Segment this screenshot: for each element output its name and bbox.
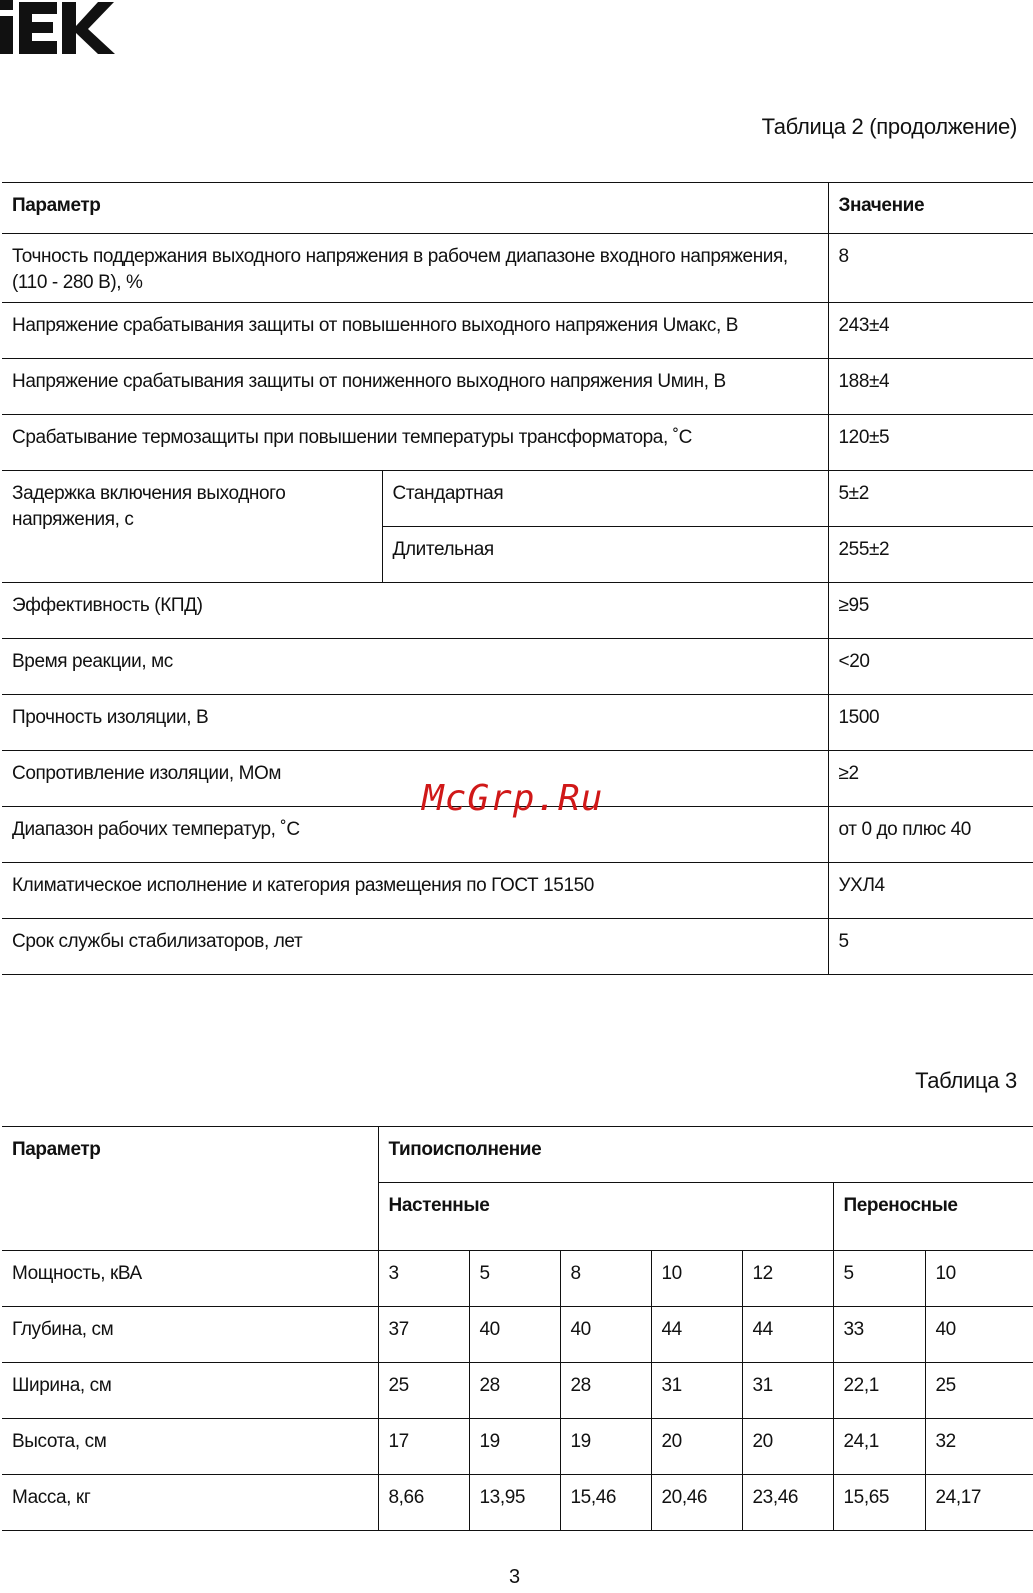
delay-sub-label: Стандартная bbox=[382, 471, 828, 527]
table-row bbox=[2, 583, 1033, 639]
table2 bbox=[2, 182, 1033, 975]
value-cell: 40 bbox=[469, 1307, 560, 1363]
table-row bbox=[2, 1251, 1033, 1307]
delay-sub-value: 255±2 bbox=[828, 527, 1033, 583]
value-cell: 40 bbox=[925, 1307, 1033, 1363]
table-row bbox=[2, 471, 1033, 527]
param-cell: Эффективность (КПД) bbox=[2, 583, 828, 639]
value-cell: 3 bbox=[378, 1251, 469, 1307]
value-cell: 37 bbox=[378, 1307, 469, 1363]
value-cell: 40 bbox=[560, 1307, 651, 1363]
param-cell: Сопротивление изоляции, МОм bbox=[2, 751, 828, 807]
value-cell: 13,95 bbox=[469, 1475, 560, 1531]
value-cell: 32 bbox=[925, 1419, 1033, 1475]
value-cell: 24,1 bbox=[833, 1419, 925, 1475]
value-cell: 243±4 bbox=[828, 303, 1033, 359]
value-cell: <20 bbox=[828, 639, 1033, 695]
value-cell: 5 bbox=[833, 1251, 925, 1307]
param-cell: Время реакции, мс bbox=[2, 639, 828, 695]
table-row bbox=[2, 919, 1033, 975]
param-cell: Срок службы стабилизаторов, лет bbox=[2, 919, 828, 975]
param-cell: Точность поддержания выходного напряжения в рабочем диапазоне входного напряжения, (110 - 280 В), % bbox=[2, 234, 828, 303]
table3-header-row bbox=[2, 1127, 1033, 1183]
value-cell: 28 bbox=[560, 1363, 651, 1419]
table-row bbox=[2, 234, 1033, 303]
value-cell: 31 bbox=[651, 1363, 742, 1419]
table3-caption: Таблица 3 bbox=[915, 1068, 1017, 1093]
delay-sub-label: Длительная bbox=[382, 527, 828, 583]
table2-caption: Таблица 2 (продолжение) bbox=[761, 114, 1017, 139]
param-cell: Глубина, см bbox=[2, 1307, 378, 1363]
value-cell: от 0 до плюс 40 bbox=[828, 807, 1033, 863]
value-cell: 15,46 bbox=[560, 1475, 651, 1531]
value-cell: 44 bbox=[651, 1307, 742, 1363]
value-cell: 8,66 bbox=[378, 1475, 469, 1531]
value-cell: 24,17 bbox=[925, 1475, 1033, 1531]
value-cell: 5 bbox=[469, 1251, 560, 1307]
iek-logo bbox=[0, 0, 116, 56]
page-number: 3 bbox=[509, 1566, 521, 1588]
table3 bbox=[2, 1126, 1033, 1531]
value-cell: 19 bbox=[560, 1419, 651, 1475]
value-cell: 28 bbox=[469, 1363, 560, 1419]
param-cell: Напряжение срабатывания защиты от пониженного выходного напряжения Uмин, В bbox=[2, 359, 828, 415]
value-cell: 33 bbox=[833, 1307, 925, 1363]
table2-header-row bbox=[2, 183, 1033, 234]
table-row bbox=[2, 695, 1033, 751]
value-cell: УХЛ4 bbox=[828, 863, 1033, 919]
param-cell: Высота, см bbox=[2, 1419, 378, 1475]
table2-header-value: Значение bbox=[828, 183, 1033, 234]
value-cell: 20 bbox=[742, 1419, 833, 1475]
table3-header-type: Типоисполнение bbox=[378, 1127, 1033, 1183]
value-cell: 44 bbox=[742, 1307, 833, 1363]
table-row bbox=[2, 415, 1033, 471]
table2-header-param: Параметр bbox=[2, 183, 828, 234]
delay-param-cell: Задержка включения выходного напряжения, с bbox=[2, 471, 382, 583]
value-cell: 8 bbox=[560, 1251, 651, 1307]
table-row bbox=[2, 1475, 1033, 1531]
value-cell: 20 bbox=[651, 1419, 742, 1475]
value-cell: 120±5 bbox=[828, 415, 1033, 471]
param-cell: Ширина, см bbox=[2, 1363, 378, 1419]
param-cell: Масса, кг bbox=[2, 1475, 378, 1531]
table-row bbox=[2, 1363, 1033, 1419]
param-cell: Напряжение срабатывания защиты от повышенного выходного напряжения Uмакс, В bbox=[2, 303, 828, 359]
value-cell: 19 bbox=[469, 1419, 560, 1475]
watermark: McGrp.Ru bbox=[422, 778, 604, 819]
table-row bbox=[2, 303, 1033, 359]
table-row bbox=[2, 359, 1033, 415]
param-cell: Срабатывание термозащиты при повышении температуры трансформатора, ˚С bbox=[2, 415, 828, 471]
table3-header-param: Параметр bbox=[2, 1127, 378, 1251]
value-cell: 10 bbox=[925, 1251, 1033, 1307]
table3-header-portable: Переносные bbox=[833, 1183, 1033, 1251]
param-cell: Прочность изоляции, В bbox=[2, 695, 828, 751]
table-row bbox=[2, 1307, 1033, 1363]
delay-sub-value: 5±2 bbox=[828, 471, 1033, 527]
table-row bbox=[2, 863, 1033, 919]
value-cell: 15,65 bbox=[833, 1475, 925, 1531]
value-cell: 12 bbox=[742, 1251, 833, 1307]
value-cell: ≥95 bbox=[828, 583, 1033, 639]
value-cell: 1500 bbox=[828, 695, 1033, 751]
value-cell: 188±4 bbox=[828, 359, 1033, 415]
value-cell: 23,46 bbox=[742, 1475, 833, 1531]
value-cell: 17 bbox=[378, 1419, 469, 1475]
value-cell: 20,46 bbox=[651, 1475, 742, 1531]
value-cell: 31 bbox=[742, 1363, 833, 1419]
table-row bbox=[2, 639, 1033, 695]
value-cell: 25 bbox=[925, 1363, 1033, 1419]
table3-header-wall: Настенные bbox=[378, 1183, 833, 1251]
value-cell: 22,1 bbox=[833, 1363, 925, 1419]
param-cell: Климатическое исполнение и категория размещения по ГОСТ 15150 bbox=[2, 863, 828, 919]
value-cell: 25 bbox=[378, 1363, 469, 1419]
param-cell: Диапазон рабочих температур, ˚С bbox=[2, 807, 828, 863]
param-cell: Мощность, кВА bbox=[2, 1251, 378, 1307]
value-cell: ≥2 bbox=[828, 751, 1033, 807]
value-cell: 5 bbox=[828, 919, 1033, 975]
value-cell: 8 bbox=[828, 234, 1033, 303]
value-cell: 10 bbox=[651, 1251, 742, 1307]
table-row bbox=[2, 1419, 1033, 1475]
